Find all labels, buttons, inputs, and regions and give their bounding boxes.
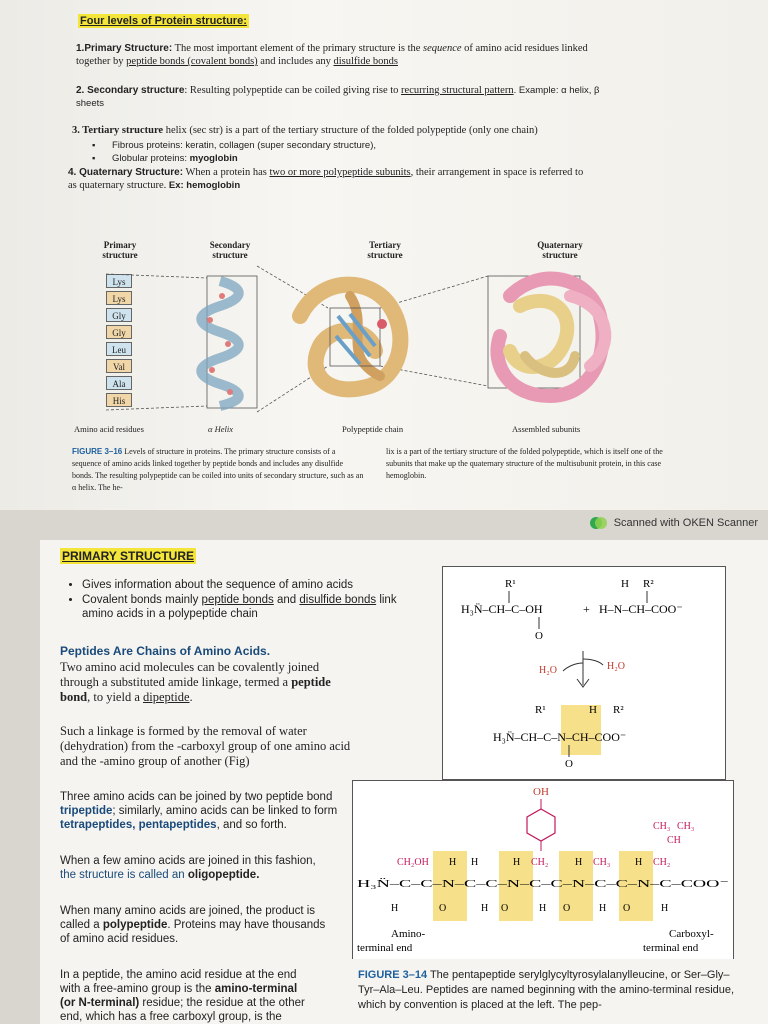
scanner-text: Scanned with OKEN Scanner: [613, 517, 758, 529]
svg-text:Amino-: Amino-: [391, 928, 426, 940]
label-polypeptide-chain: Polypeptide chain: [342, 424, 404, 434]
svg-text:H₃N̈–CH–C–N–CH–COO⁻: H₃N̈–CH–C–N–CH–COO⁻: [493, 730, 627, 744]
svg-text:H: H: [391, 903, 399, 914]
structure-illustration: [70, 236, 710, 426]
label-alpha-helix: α Helix: [208, 424, 233, 434]
svg-text:H: H: [513, 857, 521, 868]
polypeptide-paragraph: When many amino acids are joined, the product is called a polypeptide. Proteins may have thousands of amino acid residues.: [60, 905, 326, 945]
svg-text:H: H: [589, 704, 597, 716]
residue-box: His: [106, 393, 132, 407]
svg-text:H: H: [661, 903, 669, 914]
svg-text:H₂O: H₂O: [539, 665, 557, 676]
svg-text:O: O: [501, 903, 509, 914]
item-quaternary: 4. Quaternary Structure: When a protein has two or more polypeptide subunits, their arrangement in space is referred to as quaternary structure. Ex: hemoglobin: [68, 167, 584, 191]
svg-text:Carboxyl-: Carboxyl-: [669, 928, 714, 940]
figure-314-caption: FIGURE 3–14 The pentapeptide serylglycyltyrosylalanylleucine, or Ser–Gly–Tyr–Ala–Leu. Peptides are named beginning with the amino-terminal residue, which by convention is placed at the left. The pep-: [358, 969, 735, 1011]
item-secondary: 2. Secondary structure: Resulting polypeptide can be coiled giving rise to recurring structural pattern. Example: α helix, β sheets: [76, 85, 600, 109]
oken-logo-icon: [590, 516, 608, 530]
svg-text:CH₃: CH₃: [593, 857, 611, 868]
svg-text:R¹: R¹: [535, 704, 546, 716]
svg-text:R²: R²: [643, 578, 654, 590]
svg-text:CH₃: CH₃: [677, 821, 695, 832]
residue-box: Lys: [106, 274, 132, 288]
svg-text:H: H: [449, 857, 457, 868]
svg-text:H–N–CH–COO⁻: H–N–CH–COO⁻: [599, 602, 683, 616]
svg-text:H: H: [575, 857, 583, 868]
page-top: [0, 0, 768, 510]
svg-text:O: O: [563, 903, 571, 914]
bullet-fibrous: ▪ Fibrous proteins: keratin, collagen (super secondary structure),: [112, 140, 376, 151]
page-bottom: [40, 540, 768, 1024]
svg-text:CH₃: CH₃: [653, 821, 671, 832]
label-assembled-subunits: Assembled subunits: [512, 424, 581, 434]
item-tertiary: 3. Tertiary structure helix (sec str) is a part of the tertiary structure of the folded polypeptide (only one chain): [72, 125, 538, 136]
linkage-paragraph: Such a linkage is formed by the removal of water (dehydration) from the -carboxyl group of one amino acid and the -amino group of another (Fig): [60, 724, 351, 768]
residue-box: Lys: [106, 291, 132, 305]
pentapeptide-svg: [353, 781, 733, 959]
figure-316-caption-left: FIGURE 3–16 Levels of structure in proteins. The primary structure consists of a sequence of amino acids linked together by peptide bonds and includes any disulfide bonds. The resulting polypeptide can be coiled into units of secondary structure, such as an α helix. The he-: [72, 447, 364, 492]
svg-text:R²: R²: [613, 704, 624, 716]
peptides-paragraph: Two amino acid molecules can be covalently joined through a substituted amide linkage, termed a peptide bond, to yield a dipeptide.: [60, 660, 331, 704]
col-tertiary: Tertiary structure: [367, 240, 403, 260]
svg-text:CH₂: CH₂: [531, 857, 549, 868]
svg-text:R¹: R¹: [505, 578, 516, 590]
dehydration-arrow: [563, 651, 603, 687]
quaternary-assembly: [488, 276, 605, 396]
tripeptide-paragraph: Three amino acids can be joined by two peptide bond tripeptide; similarly, amino acids can be linked to form tetrapeptides, pentapeptides, and so forth.: [60, 791, 338, 831]
svg-text:H₃N̈–CH–C–OH: H₃N̈–CH–C–OH: [461, 602, 543, 616]
terminal-paragraph: In a peptide, the amino acid residue at the end with a free-amino group is the amino-terminal (or N-terminal) residue; the residue at the other end, which has a free carboxyl group, is the: [60, 969, 305, 1023]
oligopeptide-paragraph: When a few amino acids are joined in this fashion, the structure is called an oligopeptide.: [60, 855, 316, 881]
svg-text:O: O: [623, 903, 631, 914]
svg-text:H: H: [539, 903, 547, 914]
svg-text:+: +: [583, 602, 590, 616]
svg-text:H: H: [471, 857, 479, 868]
primary-bullets: [60, 578, 430, 622]
svg-text:H: H: [621, 578, 629, 590]
svg-text:terminal end: terminal end: [357, 942, 413, 954]
label-amino-acid-residues: Amino acid residues: [74, 424, 144, 434]
item-primary: 1.Primary Structure: The most important element of the primary structure is the sequence of amino acid residues linked together by peptide bonds (covalent bonds) and includes any disulfide bonds: [76, 43, 588, 67]
svg-text:CH₂OH: CH₂OH: [397, 857, 429, 868]
dipeptide-reaction-diagram: [442, 566, 726, 780]
dipeptide-reaction-svg: [443, 567, 725, 779]
svg-text:CH: CH: [667, 835, 681, 846]
svg-text:O: O: [439, 903, 447, 914]
figure-levels-of-structure: [70, 236, 710, 436]
col-secondary: Secondary structure: [209, 240, 251, 260]
bullet-covalent: • Covalent bonds mainly peptide bonds and disulfide bonds link amino acids in a polypeptide chain: [82, 593, 430, 621]
svg-text:H: H: [635, 857, 643, 868]
svg-text:H: H: [599, 903, 607, 914]
section-title-primary-structure: PRIMARY STRUCTURE: [62, 549, 195, 563]
svg-text:terminal end: terminal end: [643, 942, 699, 954]
residue-box: Ala: [106, 376, 132, 390]
residue-box: Leu: [106, 342, 132, 356]
residue-box: Gly: [106, 325, 132, 339]
page-title: Four levels of Protein structure:: [80, 15, 247, 27]
pentapeptide-diagram: [352, 780, 734, 959]
residue-box: Val: [106, 359, 132, 373]
svg-text:O: O: [565, 758, 573, 770]
bullet-sequence: • Gives information about the sequence of amino acids: [82, 578, 430, 592]
svg-text:H₂O: H₂O: [607, 661, 625, 672]
svg-text:H₃N̈–C–C–N–C–C–N–C–C–N–C–C–N–C: H₃N̈–C–C–N–C–C–N–C–C–N–C–C–N–C–COO⁻: [357, 878, 730, 890]
svg-text:O: O: [535, 630, 543, 642]
peptides-heading: Peptides Are Chains of Amino Acids.: [60, 644, 271, 658]
bullet-globular: ▪ Globular proteins: myoglobin: [112, 153, 238, 164]
figure-316-caption-right: lix is a part of the tertiary structure of the folded polypeptide, which is itself one of the subunits that make up the quaternary structure of the multisubunit protein, in this case hemoglobin.: [386, 447, 663, 480]
residue-box: Gly: [106, 308, 132, 322]
col-primary: Primary structure: [102, 240, 138, 260]
svg-text:CH₂: CH₂: [653, 857, 671, 868]
svg-text:OH: OH: [533, 786, 549, 798]
tertiary-fold: [300, 285, 400, 390]
svg-text:H: H: [481, 903, 489, 914]
col-quaternary: Quaternary structure: [537, 240, 583, 260]
scanner-watermark: [590, 516, 758, 530]
